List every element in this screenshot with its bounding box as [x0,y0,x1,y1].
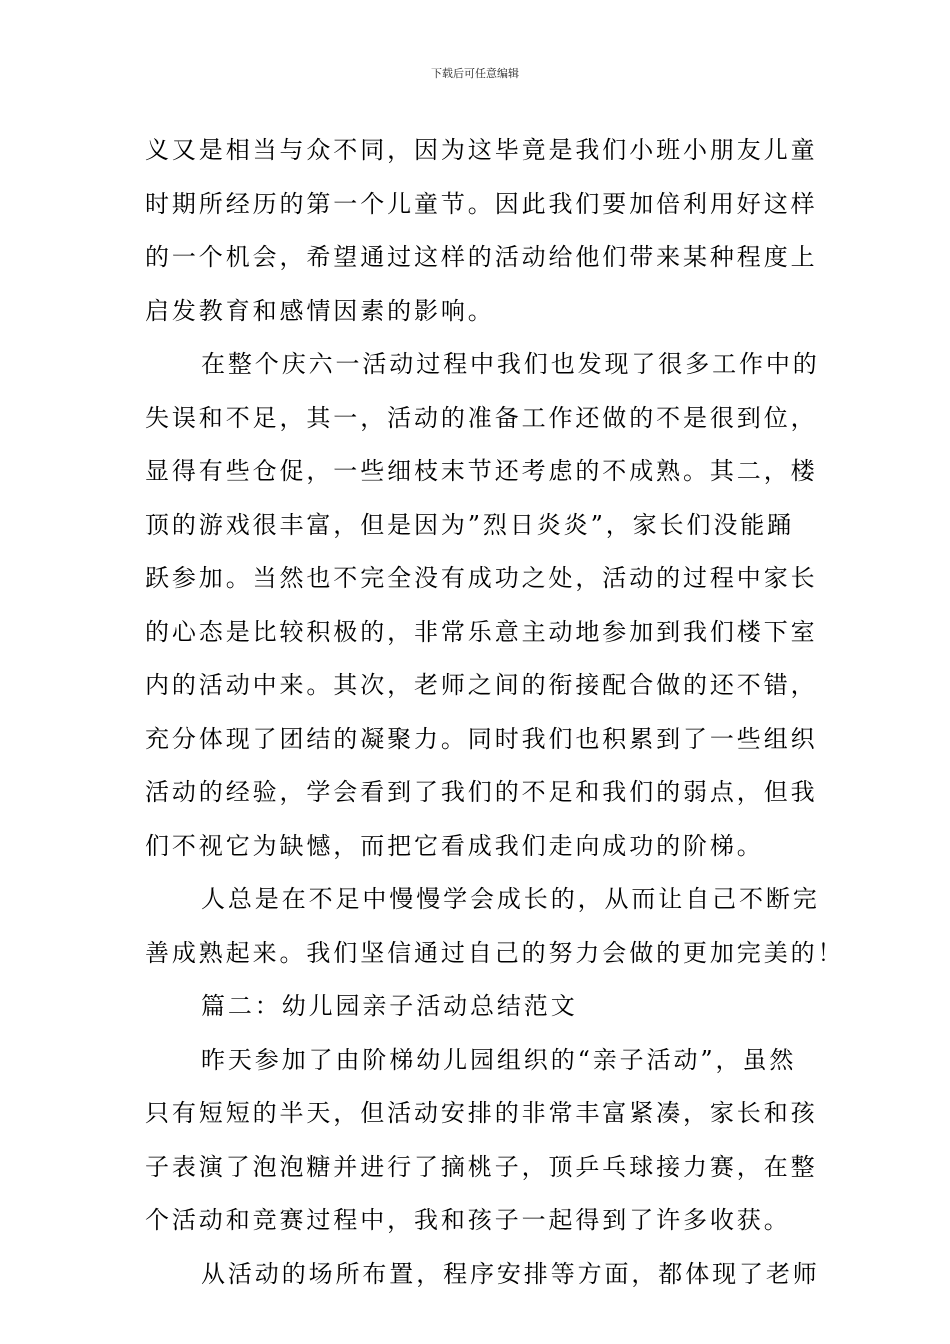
text-line: 子表演了泡泡糖并进行了摘桃子，顶乒乓球接力赛，在整 [145,1152,818,1181]
text-line: 只有短短的半天，但活动安排的非常丰富紧凑，家长和孩 [145,1099,818,1127]
paragraph-first-line: 人总是在不足中慢慢学会成长的，从而让自己不断完 [201,885,820,913]
text-line: 失误和不足，其一，活动的准备工作还做的不是很到位， [145,403,818,432]
text-line: 内的活动中来。其次，老师之间的衔接配合做的还不错， [145,671,818,699]
text-line: 的一个机会，希望通过这样的活动给他们带来某种程度上 [145,243,818,271]
text-line: 时期所经历的第一个儿童节。因此我们要加倍利用好这样 [145,189,818,218]
page-header: 下载后可任意编辑 [431,67,519,80]
text-line: 义又是相当与众不同，因为这毕竟是我们小班小朋友儿童 [145,136,818,164]
text-line: 们不视它为缺憾，而把它看成我们走向成功的阶梯。 [145,831,764,860]
text-line: 启发教育和感情因素的影响。 [145,296,495,325]
text-line: 充分体现了团结的凝聚力。同时我们也积累到了一些组织 [145,724,818,753]
text-line: 跃参加。当然也不完全没有成功之处，活动的过程中家长 [145,564,818,592]
text-line: 善成熟起来。我们坚信通过自己的努力会做的更加完美的！ [145,938,845,967]
document-body [145,124,845,1301]
text-line: 显得有些仓促，一些细枝末节还考虑的不成熟。其二，楼 [145,457,818,485]
text-line: 顶的游戏很丰富，但是因为”烈日炎炎”，家长们没能踊 [145,510,795,539]
paragraph-first-line: 在整个庆六一活动过程中我们也发现了很多工作中的 [201,350,820,378]
text-line: 的心态是比较积极的，非常乐意主动地参加到我们楼下室 [145,617,818,646]
text-line: 个活动和竞赛过程中，我和孩子一起得到了许多收获。 [145,1206,791,1234]
text-line: 活动的经验，学会看到了我们的不足和我们的弱点，但我 [145,778,818,806]
section-heading: 篇二：幼儿园亲子活动总结范文 [201,992,578,1020]
paragraph-first-line: 昨天参加了由阶梯幼儿园组织的“亲子活动”，虽然 [201,1045,797,1074]
paragraph-first-line: 从活动的场所布置，程序安排等方面，都体现了老师 [201,1259,820,1288]
